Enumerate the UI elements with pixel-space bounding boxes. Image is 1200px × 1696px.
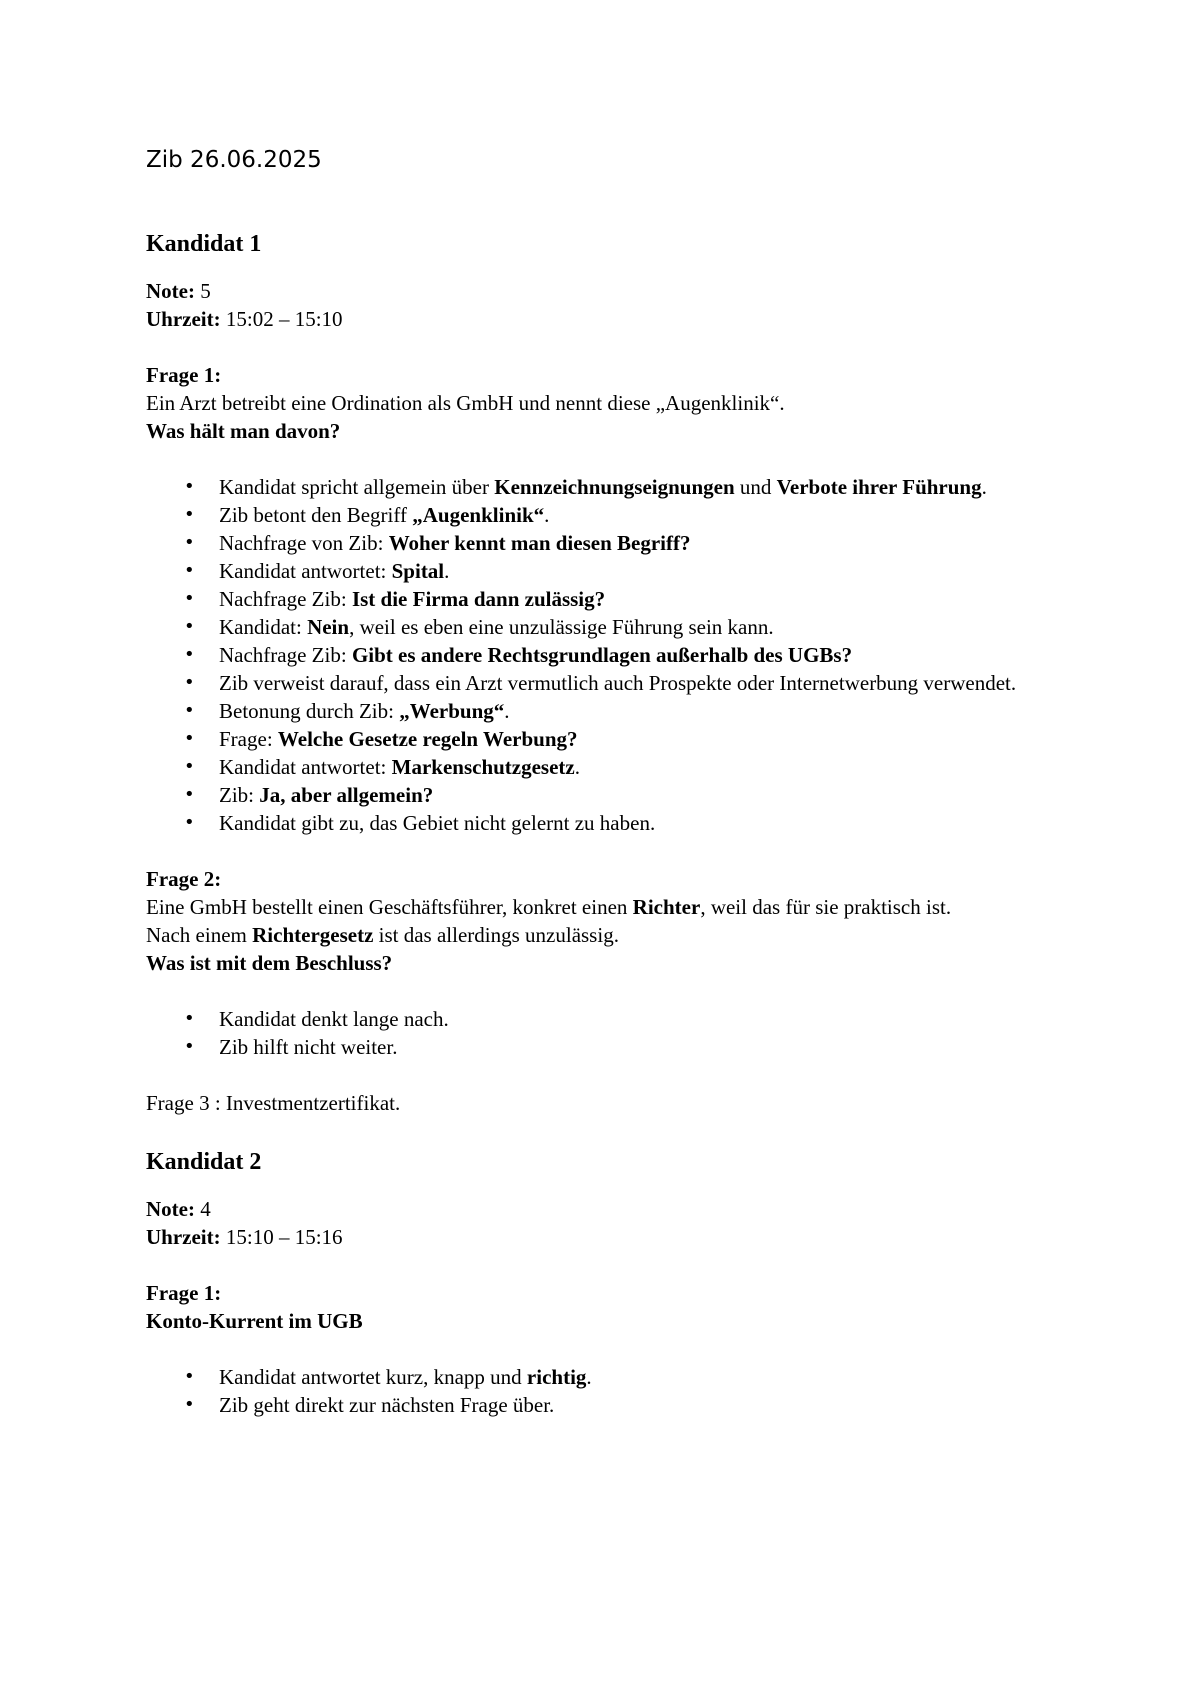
bullet-icon: • <box>184 756 195 777</box>
question-prompt-text: Konto-Kurrent im UGB <box>146 1309 363 1333</box>
text-run: Eine GmbH bestellt einen Geschäftsführer, konkret einen <box>146 895 633 919</box>
bullet-icon: • <box>184 1036 195 1057</box>
bullet-icon: • <box>184 784 195 805</box>
text-run: Zib betont den Begriff <box>219 503 413 527</box>
list-item <box>146 809 1066 837</box>
text-run: . <box>586 1365 592 1389</box>
list-item <box>146 501 1066 529</box>
candidate-heading: Kandidat 2 <box>146 1149 262 1175</box>
question-prompt-text: Was ist mit dem Beschluss? <box>146 951 393 975</box>
candidate-1-section <box>146 229 1066 1147</box>
text-run: Frage: <box>219 727 278 751</box>
list-item <box>146 641 1066 669</box>
bullet-icon: • <box>184 700 195 721</box>
list-item <box>146 669 1066 697</box>
bullet-icon: • <box>184 1394 195 1415</box>
time-line <box>146 305 1066 333</box>
question-label-text: Frage 1: <box>146 1281 222 1305</box>
text-run: Zib: <box>219 783 260 807</box>
bold-text: „Augenklinik“ <box>412 503 545 527</box>
text-run: Betonung durch Zib: <box>219 699 400 723</box>
text-run: Kandidat denkt lange nach. <box>219 1007 449 1031</box>
bullet-icon: • <box>184 672 195 693</box>
list-item <box>146 781 1066 809</box>
time-value: 15:10 – 15:16 <box>225 1225 343 1249</box>
text-run: . <box>504 699 510 723</box>
question-prompt <box>146 417 1066 445</box>
grade-label: Note: <box>146 1197 195 1221</box>
text-run: . <box>981 475 987 499</box>
bullet-icon: • <box>184 560 195 581</box>
question-prompt <box>146 1307 1066 1335</box>
list-item <box>146 557 1066 585</box>
question-prompt <box>146 949 1066 977</box>
text-run: Zib verweist darauf, dass ein Arzt vermutlich auch Prospekte oder Internetwerbung verwendet. <box>219 671 1017 695</box>
candidate-heading: Kandidat 1 <box>146 231 262 257</box>
bullet-icon: • <box>184 1366 195 1387</box>
list-item <box>146 529 1066 557</box>
bold-text: Gibt es andere Rechtsgrundlagen außerhalb des UGBs? <box>351 643 853 667</box>
bold-text: Richter <box>632 895 701 919</box>
time-line <box>146 1223 1066 1251</box>
question-3-line: Frage 3 : Investmentzertifikat. <box>146 1091 401 1115</box>
time-value: 15:02 – 15:10 <box>225 307 343 331</box>
candidate-2-section <box>146 1147 1066 1419</box>
bullet-icon: • <box>184 476 195 497</box>
text-run: . <box>444 559 450 583</box>
text-run: Kandidat: <box>219 615 308 639</box>
time-label: Uhrzeit: <box>146 1225 221 1249</box>
bold-text: Richtergesetz <box>252 923 374 947</box>
bold-text: Spital <box>391 559 445 583</box>
text-run: Kandidat antwortet kurz, knapp und <box>219 1365 527 1389</box>
list-item <box>146 753 1066 781</box>
text-run: . <box>574 755 580 779</box>
bold-text: Kennzeichnungseignungen <box>494 475 735 499</box>
question-text <box>146 893 1066 921</box>
bold-text: Markenschutzgesetz <box>391 755 575 779</box>
grade-line <box>146 277 1066 305</box>
bullet-icon: • <box>184 616 195 637</box>
bold-text: richtig <box>526 1365 587 1389</box>
question-label <box>146 865 1066 893</box>
grade-value: 4 <box>200 1197 211 1221</box>
grade-value: 5 <box>200 279 211 303</box>
document-page <box>146 138 1066 1419</box>
bold-text: „Werbung“ <box>399 699 505 723</box>
bold-text: Woher kennt man diesen Begriff? <box>388 531 691 555</box>
text-run: Zib geht direkt zur nächsten Frage über. <box>219 1393 555 1417</box>
bullet-icon: • <box>184 728 195 749</box>
grade-line <box>146 1195 1066 1223</box>
bullet-icon: • <box>184 1008 195 1029</box>
text-run: , weil es eben eine unzulässige Führung sein kann. <box>349 615 774 639</box>
text-run: ist das allerdings unzulässig. <box>373 923 619 947</box>
list-item <box>146 585 1066 613</box>
bullet-list <box>146 1005 1066 1061</box>
bold-text: Verbote ihrer Führung <box>776 475 982 499</box>
bold-text: Nein <box>307 615 350 639</box>
list-item <box>146 1391 1066 1419</box>
time-label: Uhrzeit: <box>146 307 221 331</box>
bullet-icon: • <box>184 504 195 525</box>
bold-text: Welche Gesetze regeln Werbung? <box>277 727 578 751</box>
list-item <box>146 1363 1066 1391</box>
bold-text: Ist die Firma dann zulässig? <box>351 587 606 611</box>
bullet-icon: • <box>184 644 195 665</box>
bullet-list <box>146 1363 1066 1419</box>
text-run: Nachfrage Zib: <box>219 587 352 611</box>
bullet-icon: • <box>184 532 195 553</box>
bold-text: Ja, aber allgemein? <box>259 783 434 807</box>
bullet-icon: • <box>184 812 195 833</box>
document-title: Zib 26.06.2025 <box>146 147 322 173</box>
text-run: Kandidat gibt zu, das Gebiet nicht gelernt zu haben. <box>219 811 656 835</box>
text-run: , weil das für sie praktisch ist. <box>700 895 952 919</box>
question-label-text: Frage 2: <box>146 867 222 891</box>
question-text: Ein Arzt betreibt eine Ordination als GmbH und nennt diese „Augenklinik“. <box>146 391 785 415</box>
text-run: Nachfrage Zib: <box>219 643 352 667</box>
question-label <box>146 361 1066 389</box>
list-item <box>146 697 1066 725</box>
question-label <box>146 1279 1066 1307</box>
text-run: Kandidat antwortet: <box>219 755 392 779</box>
bullet-list <box>146 473 1066 837</box>
text-run: Kandidat spricht allgemein über <box>219 475 495 499</box>
question-label-text: Frage 1: <box>146 363 222 387</box>
list-item <box>146 1033 1066 1061</box>
question-prompt-text: Was hält man davon? <box>146 419 341 443</box>
bullet-icon: • <box>184 588 195 609</box>
list-item <box>146 473 1066 501</box>
list-item <box>146 613 1066 641</box>
list-item <box>146 725 1066 753</box>
question-text <box>146 921 1066 949</box>
list-item <box>146 1005 1066 1033</box>
text-run: Kandidat antwortet: <box>219 559 392 583</box>
grade-label: Note: <box>146 279 195 303</box>
text-run: und <box>734 475 777 499</box>
text-run: Nach einem <box>146 923 253 947</box>
text-run: . <box>544 503 550 527</box>
text-run: Nachfrage von Zib: <box>219 531 389 555</box>
text-run: Zib hilft nicht weiter. <box>219 1035 398 1059</box>
